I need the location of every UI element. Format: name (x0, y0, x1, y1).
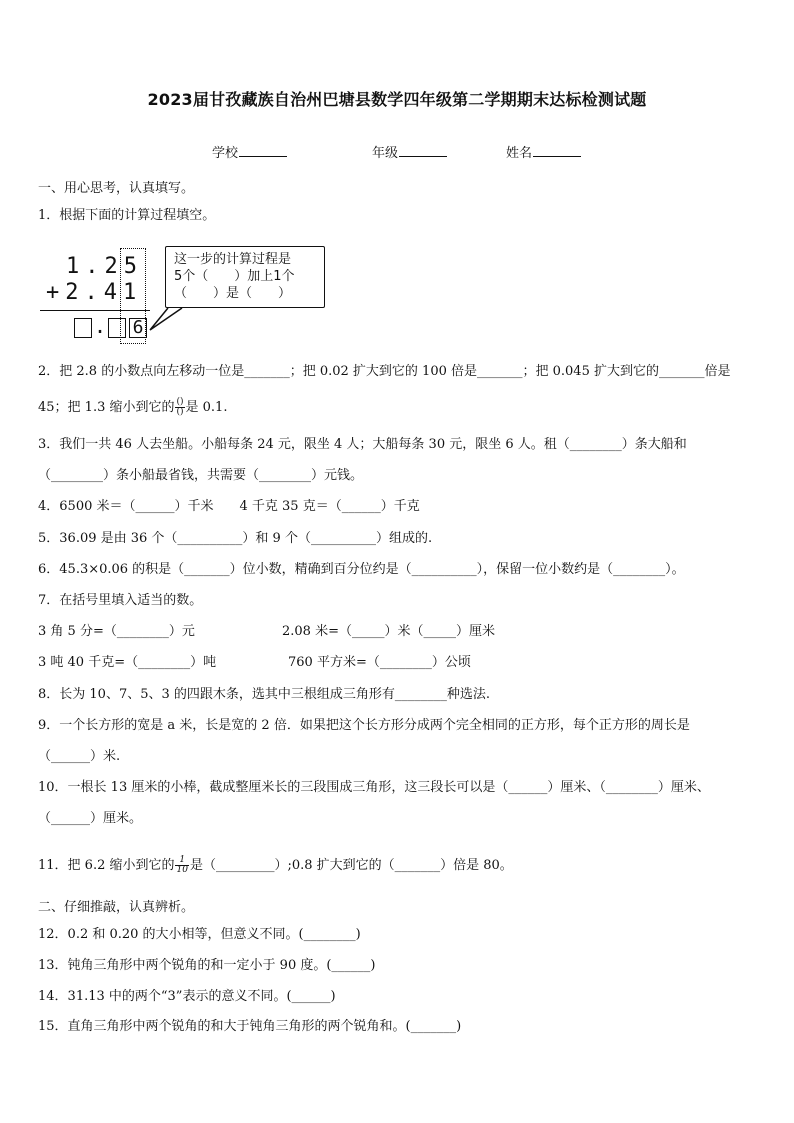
result-digit-box: 6 (129, 318, 147, 338)
sum-line (40, 310, 150, 311)
question-4: 4．6500 米＝（______）千米 4 千克 35 克＝（______）千克 (38, 499, 420, 514)
addend-2: +2.41 (46, 280, 143, 305)
question-7: 7．在括号里填入适当的数。 (38, 593, 203, 608)
question-9-line-1: 9．一个长方形的宽是 a 米，长是宽的 2 倍．如果把这个长方形分成两个完全相同的正方形，每个正方形的周长是 (38, 718, 690, 733)
fraction-denominator: 10 (176, 865, 188, 875)
q7-item-4: 760 平方米=（________）公顷 (288, 655, 471, 670)
question-10-line-1: 10．一根长 13 厘米的小棒，截成整厘米长的三段围成三角形，这三段长可以是（______）厘米、（________）厘米、 (38, 780, 710, 795)
question-11 (38, 856, 756, 875)
question-9-line-2: （______）米. (38, 749, 121, 764)
grade-field (372, 142, 447, 161)
question-1: 1．根据下面的计算过程填空。 (38, 208, 216, 223)
question-14: 14．31.13 中的两个“3”表示的意义不同。(______) (38, 989, 336, 1004)
name-label: 姓名 (506, 146, 533, 161)
question-2-fraction (175, 398, 184, 417)
question-11-text-b: 是（_________）;0.8 扩大到它的（_______）倍是 80。 (189, 858, 513, 873)
fraction-denominator: () (176, 407, 184, 417)
addition-figure (38, 240, 338, 345)
school-blank (239, 144, 287, 157)
speech-bubble (165, 246, 325, 308)
question-3-line-2: （________）条小船最省钱，共需要（________）元钱。 (38, 468, 364, 483)
question-2-line-2 (38, 398, 756, 417)
q7-item-2: 2.08 米=（_____）米（_____）厘米 (282, 624, 495, 639)
school-label: 学校 (212, 146, 239, 161)
question-11-text-a: 11．把 6.2 缩小到它的 (38, 858, 175, 873)
section-2-heading: 二、仔细推敲，认真辨析。 (38, 900, 195, 915)
bubble-line-1: 这一步的计算过程是 (174, 252, 292, 267)
sum-row: . 6 (74, 314, 147, 338)
fraction-numerator: 1 (175, 856, 188, 866)
school-field (212, 142, 287, 161)
bubble-line-3: （ ）是（ ） (174, 286, 292, 301)
grade-blank (399, 144, 447, 157)
question-2-text-a: 45；把 1.3 缩小到它的 (38, 400, 175, 415)
bubble-line-2: 5个（ ）加上1个 (174, 269, 295, 284)
question-5: 5．36.09 是由 36 个（__________）和 9 个（__________）组成的. (38, 531, 433, 546)
question-11-fraction (175, 856, 188, 875)
question-10-line-2: （______）厘米。 (38, 811, 143, 826)
question-3-line-1: 3．我们一共 46 人去坐船。小船每条 24 元，限坐 4 人；大船每条 30 元，限坐 6 人。租（________）条大船和 (38, 437, 687, 452)
question-2-line-1: 2．把 2.8 的小数点向左移动一位是_______；把 0.02 扩大到它的 100 倍是_______；把 0.045 扩大到它的_______倍是 (38, 364, 731, 379)
question-15: 15．直角三角形中两个锐角的和大于钝角三角形的两个锐角和。(_______) (38, 1019, 462, 1034)
document-title: 2023届甘孜藏族自治州巴塘县数学四年级第二学期期末达标检测试题 (147, 90, 647, 109)
blank-square-tenths (108, 318, 126, 338)
question-8: 8．长为 10、7、5、3 的四跟木条，选其中三根组成三角形有________种选法. (38, 687, 491, 702)
blank-square-ones (74, 318, 92, 338)
q7-item-1: 3 角 5 分=（________）元 (38, 624, 195, 639)
question-12: 12．0.2 和 0.20 的大小相等，但意义不同。(________) (38, 927, 361, 942)
question-2-text-b: 是 0.1. (185, 400, 228, 415)
grade-label: 年级 (372, 146, 399, 161)
addend-1: 1.25 (66, 254, 143, 279)
question-13: 13．钝角三角形中两个锐角的和一定小于 90 度。(______) (38, 958, 376, 973)
section-1-heading: 一、用心思考，认真填写。 (38, 181, 195, 196)
question-6: 6．45.3×0.06 的积是（_______）位小数，精确到百分位约是（__________），保留一位小数约是（________）。 (38, 562, 685, 577)
name-blank (533, 144, 581, 157)
name-field (506, 142, 581, 161)
q7-item-3: 3 吨 40 千克=（________）吨 (38, 655, 217, 670)
fraction-numerator: () (176, 397, 184, 407)
